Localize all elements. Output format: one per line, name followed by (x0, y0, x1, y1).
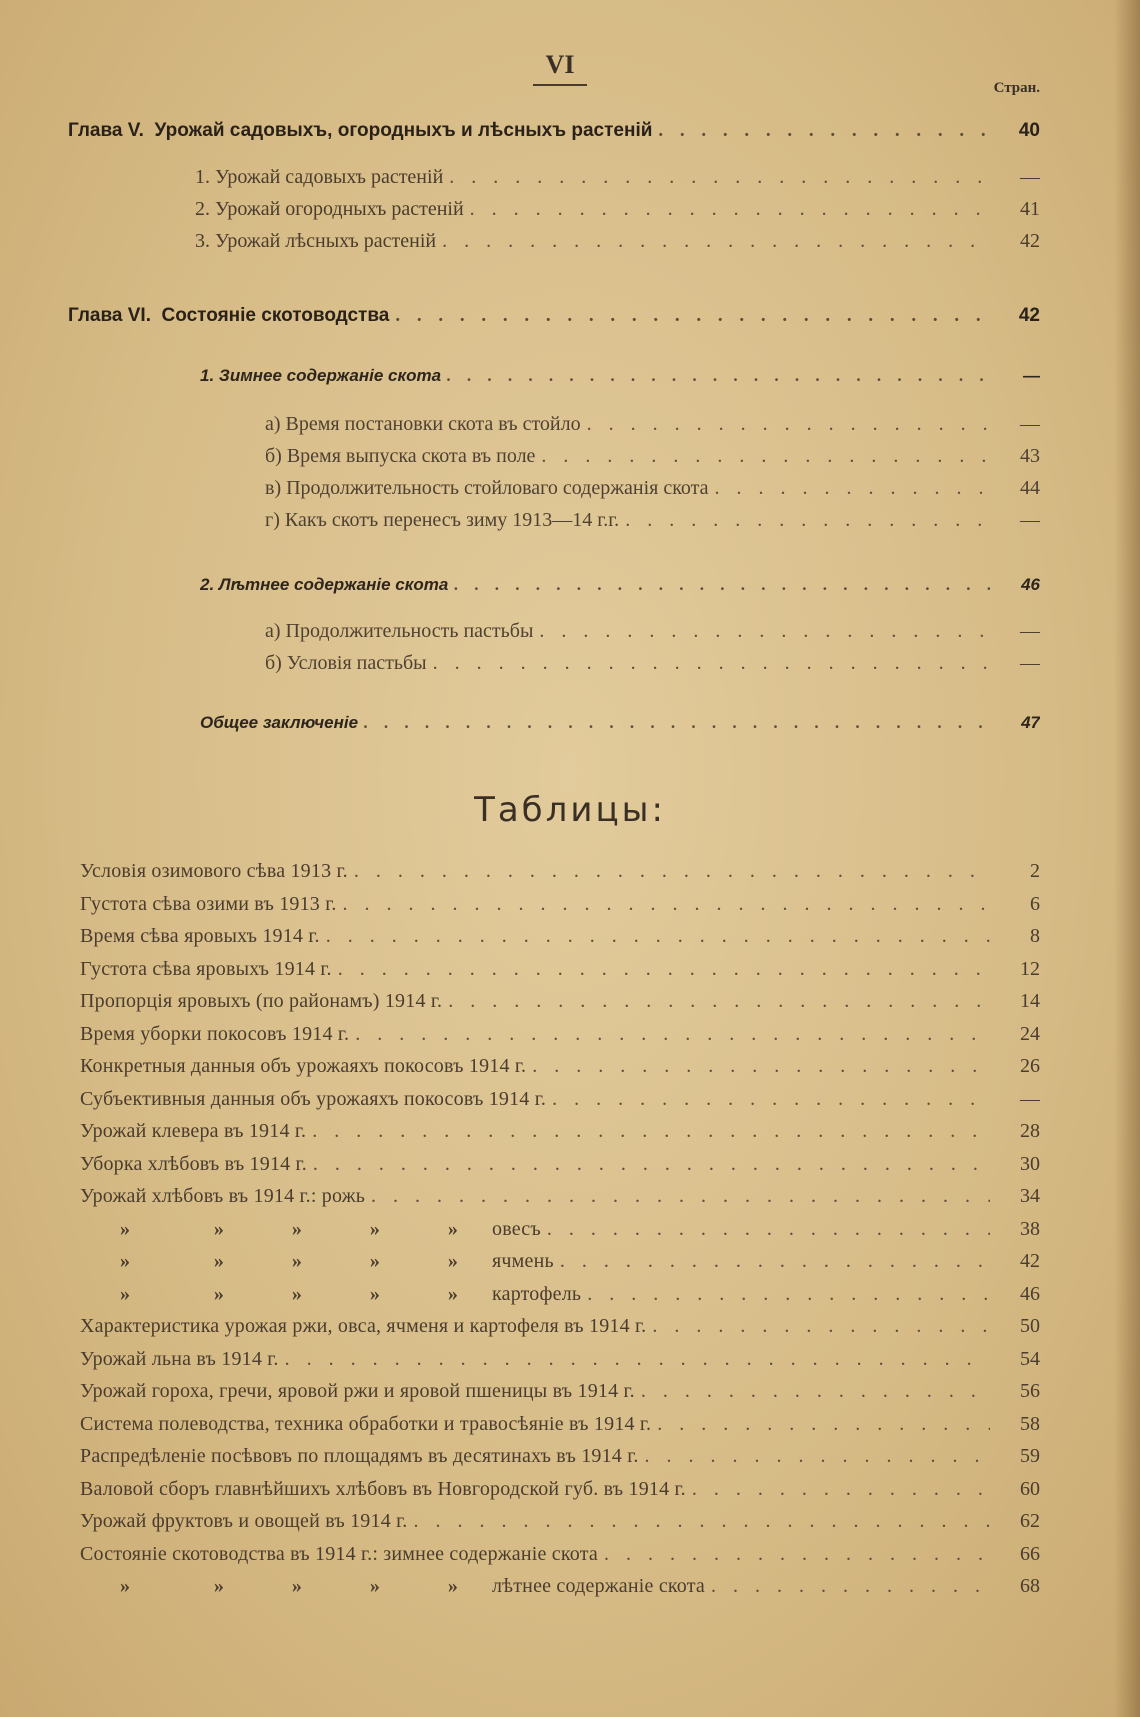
page-ref: 24 (1020, 1022, 1040, 1045)
conclusion-title: Общее заключеніе (200, 713, 359, 732)
page-ref: 38 (1020, 1217, 1040, 1240)
page-edge-shadow (1114, 0, 1140, 1717)
chapter-label: Глава VI. (68, 305, 151, 326)
leader-dots (641, 1380, 990, 1403)
table-list-row (80, 1023, 1040, 1046)
item-row (265, 652, 1040, 675)
item-title: а) Время постановки скота въ стойло (265, 413, 581, 435)
table-list-row (80, 1088, 1040, 1111)
table-title: Время сѣва яровыхъ 1914 г. (80, 925, 320, 947)
page-ref: 6 (1030, 892, 1040, 915)
page-ref: 44 (1020, 477, 1040, 499)
page-ref: — (1020, 509, 1040, 531)
page-ref: 62 (1020, 1510, 1040, 1532)
page-ref: 68 (1020, 1575, 1040, 1597)
page-ref: 47 (1021, 713, 1040, 732)
page-ref: 46 (1021, 575, 1040, 594)
ditto-mark: » (213, 1250, 225, 1272)
table-title: Система полеводства, техника обработки и травосѣяніе въ 1914 г. (80, 1412, 652, 1435)
table-title: Конкретныя данныя объ урожаяхъ покосовъ 1914 г. (80, 1055, 527, 1077)
ditto-mark: » (369, 1282, 381, 1305)
ditto-mark: » (213, 1575, 225, 1597)
table-list-row (80, 860, 1040, 883)
leader-dots (625, 509, 990, 532)
table-list-row (80, 1250, 1040, 1273)
item-row (265, 477, 1040, 500)
leader-dots (715, 477, 990, 500)
leader-dots (433, 652, 990, 675)
page-ref: 66 (1020, 1542, 1040, 1565)
table-list-row (80, 1575, 1040, 1598)
page-ref: 34 (1020, 1185, 1040, 1207)
page-ref: 30 (1020, 1152, 1040, 1175)
table-list-row (80, 1218, 1040, 1241)
page-ref: 56 (1020, 1380, 1040, 1402)
section-title: 2. Урожай огородныхъ растеній (195, 198, 464, 220)
table-title: ячмень (492, 1250, 554, 1272)
leader-dots (645, 1445, 990, 1468)
page-ref: 50 (1020, 1315, 1040, 1337)
page-ref: 14 (1020, 990, 1040, 1012)
item-title: б) Условія пастьбы (265, 652, 427, 674)
item-row (265, 509, 1040, 532)
tables-heading: Таблицы: (474, 790, 666, 830)
leader-dots (692, 1478, 990, 1501)
leader-dots (560, 1250, 990, 1273)
page-number-rule (533, 84, 587, 86)
page-ref: — (1020, 166, 1040, 188)
chapter-row (68, 305, 1040, 327)
ditto-mark: » (291, 1575, 303, 1597)
table-title: Время уборки покосовъ 1914 г. (80, 1022, 350, 1045)
table-title: овесъ (492, 1217, 541, 1240)
page-ref: 2 (1030, 860, 1040, 882)
table-title: Урожай фруктовъ и овощей въ 1914 г. (80, 1510, 408, 1532)
conclusion-row (200, 713, 1040, 733)
section-title: 3. Урожай лѣсныхъ растеній (195, 230, 437, 252)
subsection-row (200, 575, 1040, 595)
leader-dots (652, 1315, 990, 1338)
table-list-row (80, 1380, 1040, 1403)
table-title: Густота сѣва озими въ 1913 г. (80, 892, 337, 915)
chapter-row (68, 120, 1040, 142)
ditto-mark: » (120, 1282, 131, 1305)
page-ref: 40 (1018, 120, 1040, 141)
subsection-title: 2. Лѣтнее содержаніе скота (200, 575, 449, 594)
table-title: Урожай хлѣбовъ въ 1914 г.: рожь (80, 1185, 366, 1207)
leader-dots (587, 413, 990, 436)
table-list-row (80, 1445, 1040, 1468)
page-number: VI (545, 50, 575, 79)
page-ref: 42 (1018, 305, 1040, 326)
ditto-mark: » (291, 1250, 303, 1272)
ditto-mark: » (369, 1250, 381, 1272)
section-row (195, 166, 1040, 189)
leader-dots (552, 1088, 990, 1111)
page-ref: 42 (1020, 1250, 1040, 1272)
table-list-row (80, 1153, 1040, 1176)
leader-dots (326, 925, 990, 948)
subsection-title: 1. Зимнее содержаніе скота (200, 366, 442, 385)
table-list-row (80, 893, 1040, 916)
page-ref: 41 (1020, 198, 1040, 220)
table-title: Состояніе скотоводства въ 1914 г.: зимнее содержаніе скота (80, 1542, 598, 1565)
table-title: Распредѣленіе посѣвовъ по площадямъ въ десятинахъ въ 1914 г. (80, 1445, 639, 1467)
ditto-mark: » (447, 1250, 459, 1272)
leader-dots (454, 575, 990, 595)
leader-dots (442, 230, 990, 253)
ditto-mark: » (213, 1217, 225, 1240)
table-list-row (80, 990, 1040, 1013)
item-row (265, 445, 1040, 468)
leader-dots (658, 120, 990, 142)
item-title: г) Какъ скотъ перенесъ зиму 1913—14 г.г. (265, 509, 620, 531)
leader-dots (448, 990, 990, 1013)
table-list-row (80, 1120, 1040, 1143)
leader-dots (470, 198, 990, 221)
table-list-row (80, 958, 1040, 981)
table-title: Урожай льна въ 1914 г. (80, 1347, 279, 1370)
leader-dots (395, 305, 990, 327)
section-title: 1. Урожай садовыхъ растеній (195, 166, 444, 188)
leader-dots (364, 713, 990, 733)
page-ref: 42 (1020, 230, 1040, 252)
leader-dots (449, 166, 990, 189)
leader-dots (355, 1023, 990, 1046)
item-row (265, 620, 1040, 643)
table-list-row (80, 1283, 1040, 1306)
table-list-row (80, 1055, 1040, 1078)
table-list-row (80, 1185, 1040, 1208)
ditto-mark: » (120, 1575, 131, 1597)
leader-dots (541, 445, 990, 468)
table-title: Уборка хлѣбовъ въ 1914 г. (80, 1152, 307, 1175)
section-row (195, 198, 1040, 221)
page-ref: — (1020, 1087, 1040, 1110)
table-title: Урожай гороха, гречи, яровой ржи и яровой пшеницы въ 1914 г. (80, 1380, 635, 1402)
table-list-row (80, 1478, 1040, 1501)
ditto-mark: » (447, 1575, 459, 1597)
ditto-mark: » (447, 1217, 459, 1240)
ditto-mark: » (291, 1282, 303, 1305)
page-ref: — (1020, 652, 1040, 674)
table-list-row (80, 1315, 1040, 1338)
leader-dots (657, 1413, 990, 1436)
table-list-row (80, 1510, 1040, 1533)
table-title: Характеристика урожая ржи, овса, ячменя и картофеля въ 1914 г. (80, 1315, 647, 1337)
leader-dots (447, 366, 990, 386)
page-ref: 46 (1020, 1282, 1040, 1305)
leader-dots (285, 1348, 990, 1371)
table-list-row (80, 925, 1040, 948)
page-ref: 58 (1020, 1412, 1040, 1435)
page-ref: 8 (1030, 925, 1040, 947)
item-title: в) Продолжительность стойловаго содержанія скота (265, 477, 709, 499)
leader-dots (532, 1055, 990, 1078)
leader-dots (343, 893, 990, 916)
page-column-header: Стран. (993, 80, 1040, 96)
leader-dots (413, 1510, 990, 1533)
page-ref: 28 (1020, 1120, 1040, 1142)
page-ref: 60 (1020, 1477, 1040, 1500)
page-ref: 12 (1020, 957, 1040, 980)
item-row (265, 413, 1040, 436)
table-list-row (80, 1413, 1040, 1436)
table-title: Условія озимового сѣва 1913 г. (80, 860, 348, 882)
ditto-mark: » (369, 1575, 381, 1597)
table-title: Урожай клевера въ 1914 г. (80, 1120, 307, 1142)
leader-dots (587, 1283, 990, 1306)
page-ref: 43 (1020, 445, 1040, 467)
leader-dots (371, 1185, 990, 1208)
leader-dots (313, 1153, 990, 1176)
chapter-label: Глава V. (68, 120, 144, 141)
table-title: Густота сѣва яровыхъ 1914 г. (80, 957, 332, 980)
leader-dots (604, 1543, 990, 1566)
subsection-row (200, 366, 1040, 386)
ditto-mark: » (369, 1217, 381, 1240)
ditto-mark: » (120, 1217, 131, 1240)
leader-dots (312, 1120, 990, 1143)
leader-dots (539, 620, 990, 643)
leader-dots (354, 860, 990, 883)
page-ref: — (1020, 620, 1040, 642)
page-ref: 54 (1020, 1347, 1040, 1370)
section-row (195, 230, 1040, 253)
table-title: Субъективныя данныя объ урожаяхъ покосовъ 1914 г. (80, 1087, 547, 1110)
leader-dots (338, 958, 990, 981)
ditto-mark: » (120, 1250, 131, 1272)
page-ref: — (1023, 366, 1040, 385)
table-title: Пропорція яровыхъ (по районамъ) 1914 г. (80, 990, 443, 1012)
item-title: б) Время выпуска скота въ поле (265, 445, 536, 467)
chapter-title: Урожай садовыхъ, огородныхъ и лѣсныхъ растеній (154, 120, 653, 141)
item-title: а) Продолжительность пастьбы (265, 620, 534, 642)
table-title: Валовой сборъ главнѣйшихъ хлѣбовъ въ Новгородской губ. въ 1914 г. (80, 1477, 686, 1500)
leader-dots (711, 1575, 990, 1598)
page-ref: 59 (1020, 1445, 1040, 1467)
ditto-mark: » (213, 1282, 225, 1305)
table-title: лѣтнее содержаніе скота (492, 1575, 705, 1597)
chapter-title: Состояніе скотоводства (161, 305, 390, 326)
table-list-row (80, 1348, 1040, 1371)
page-ref: 26 (1020, 1055, 1040, 1077)
leader-dots (547, 1218, 990, 1241)
ditto-mark: » (291, 1217, 303, 1240)
ditto-mark: » (447, 1282, 459, 1305)
table-list-row (80, 1543, 1040, 1566)
table-title: картофель (492, 1282, 582, 1305)
page-ref: — (1020, 413, 1040, 435)
